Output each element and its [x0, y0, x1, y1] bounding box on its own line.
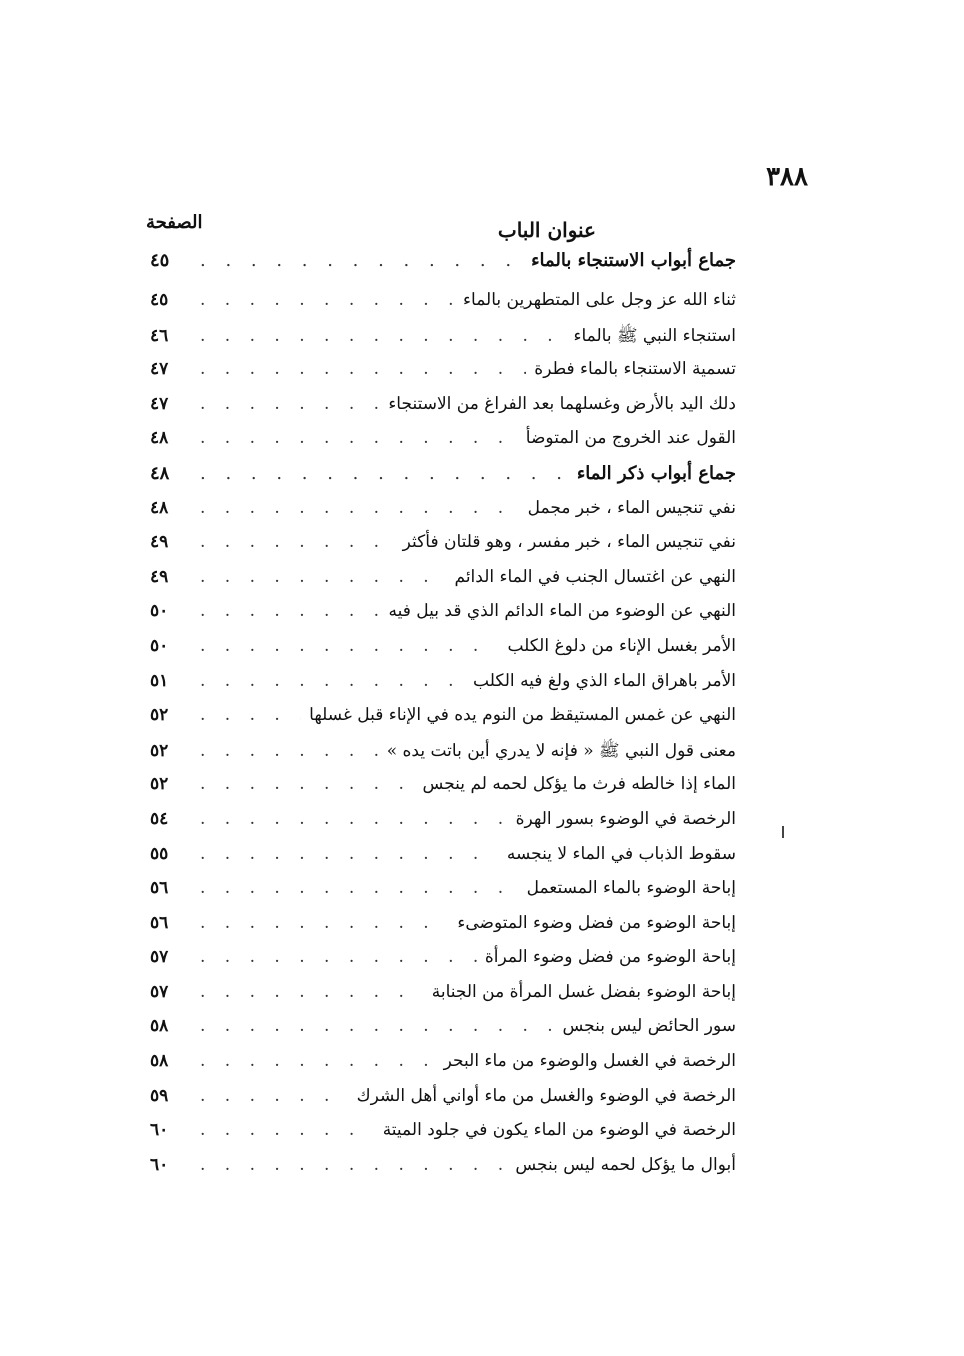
- toc-entry-row: [150, 601, 736, 636]
- toc-header: [146, 212, 736, 248]
- toc-entry-page: ٥٧: [150, 947, 169, 968]
- toc-entry-page: ٥٧: [150, 981, 169, 1002]
- toc-entry-row: [150, 982, 736, 1017]
- toc-entry-page: ٦٠: [150, 1120, 169, 1141]
- toc-entry-row: [150, 636, 736, 671]
- toc-entry-page: ٥٥: [150, 843, 169, 864]
- toc-entry-page: ٥٢: [150, 740, 169, 761]
- toc-entry-title: الرخصة في الوضوء والغسل من ماء أواني أهل الشرك: [356, 1085, 736, 1106]
- toc-entry-row: [150, 394, 736, 429]
- dot-leader: [200, 774, 415, 794]
- chapter-column-heading: عنوان الباب: [497, 218, 596, 242]
- dot-leader: [200, 1155, 507, 1175]
- dot-leader: [200, 1120, 375, 1140]
- toc-entry-title: سور الحائض ليس بنجس: [562, 1016, 736, 1037]
- dot-leader: [200, 947, 477, 967]
- toc-entry-title: الرخصة في الوضوء بسور الهرة: [515, 808, 736, 829]
- toc-entry-row: [150, 705, 736, 740]
- toc-entry-title: النهي عن غمس المستيقظ من النوم يده في الإناء قبل غسلها: [309, 705, 736, 726]
- toc-entry-title: القول عند الخروج من المتوضأ: [525, 428, 736, 449]
- toc-entry-page: ٤٦: [150, 325, 169, 346]
- toc-entry-page: ٥٨: [150, 1051, 169, 1072]
- toc-entry-title: الأمر بغسل الإناء من دلوغ الكلب: [507, 635, 736, 656]
- toc-entry-page: ٤٩: [150, 532, 169, 553]
- toc-section-row: [150, 463, 736, 498]
- dot-leader: [200, 878, 519, 898]
- toc-entry-page: ٤٥: [150, 290, 169, 310]
- dot-leader: [200, 1086, 349, 1106]
- toc-entry-page: ٦٠: [150, 1154, 169, 1175]
- toc-entry-title: دلك اليد بالأرض وغسلهما بعد الفراغ من الاستنجاء: [388, 393, 736, 414]
- table-of-contents: [150, 250, 736, 1189]
- toc-entry-row: [150, 1086, 736, 1121]
- dot-leader: [200, 741, 379, 761]
- toc-entry-page: ٥٢: [150, 774, 169, 795]
- dot-leader: [200, 532, 395, 552]
- dot-leader: [200, 567, 447, 587]
- toc-entry-title: الرخصة في الوضوء من الماء يكون في جلود الميتة: [382, 1120, 736, 1141]
- toc-entry-title: جماع أبواب ذكر الماء: [576, 462, 736, 484]
- dot-leader: [200, 326, 565, 346]
- toc-entry-page: ٥١: [150, 670, 169, 691]
- dot-leader: [200, 290, 455, 310]
- toc-entry-title: الأمر باهراق الماء الذي ولغ فيه الكلب: [473, 670, 736, 691]
- toc-entry-row: [150, 325, 736, 360]
- toc-entry-title: نفي تنجيس الماء ، خبر مجمل: [527, 497, 736, 518]
- toc-entry-title: أبوال ما يؤكل لحمه ليس بنجس: [515, 1154, 736, 1175]
- toc-entry-row: [150, 359, 736, 394]
- dot-leader: [200, 359, 526, 379]
- toc-entry-title: النهي عن الوضوء من الماء الدائم الذي قد بيل فيه: [388, 601, 736, 622]
- toc-entry-row: [150, 774, 736, 809]
- dot-leader: [200, 1051, 436, 1071]
- toc-entry-title: معنى قول النبي ﷺ « فإنه لا يدري أين باتت يده »: [386, 740, 736, 761]
- toc-entry-page: ٥٠: [150, 635, 169, 656]
- toc-entry-page: ٥٩: [150, 1085, 169, 1106]
- dot-leader: [200, 636, 499, 656]
- dot-leader: [200, 250, 523, 271]
- toc-entry-row: [150, 290, 736, 325]
- toc-entry-row: [150, 844, 736, 879]
- toc-entry-title: تسمية الاستنجاء بالماء فطرة: [534, 359, 736, 380]
- toc-entry-title: إباحة الوضوء بفضل غسل المرأة من الجنابة: [431, 981, 736, 1002]
- dot-leader: [200, 498, 520, 518]
- page-number: ٣٨٨: [766, 162, 808, 192]
- dot-leader: [200, 982, 424, 1002]
- dot-leader: [200, 601, 381, 621]
- toc-entry-page: ٥٦: [150, 912, 169, 933]
- page-column-heading: الصفحة: [146, 212, 203, 233]
- dot-leader: [200, 671, 465, 691]
- dot-leader: [200, 913, 449, 933]
- dot-leader: [200, 428, 518, 448]
- toc-entry-row: [150, 878, 736, 913]
- toc-entry-row: [150, 1051, 736, 1086]
- toc-entry-page: ٥٢: [150, 705, 169, 726]
- toc-entry-page: ٤٩: [150, 566, 169, 587]
- toc-entry-row: [150, 740, 736, 775]
- dot-leader: [200, 844, 499, 864]
- toc-entry-page: ٤٥: [150, 250, 170, 271]
- dot-leader: [200, 705, 301, 725]
- toc-entry-title: إباحة الوضوء من فضل وضوء المتوضىء: [457, 912, 736, 933]
- toc-entry-title: إباحة الوضوء بالماء المستعمل: [526, 878, 736, 899]
- toc-entry-row: [150, 1120, 736, 1155]
- toc-entry-title: الرخصة في الغسل والوضوء من ماء البحر: [443, 1051, 736, 1072]
- toc-entry-page: ٥٦: [150, 878, 169, 899]
- toc-entry-page: ٤٨: [150, 462, 170, 484]
- dot-leader: [200, 1016, 554, 1036]
- toc-entry-page: ٥٤: [150, 808, 169, 829]
- toc-entry-title: إباحة الوضوء من فضل وضوء المرأة: [484, 947, 736, 968]
- dot-leader: [200, 463, 569, 484]
- toc-entry-page: ٤٧: [150, 393, 169, 414]
- dot-leader: [200, 394, 380, 414]
- margin-mark: [782, 826, 784, 838]
- toc-entry-title: النهي عن اغتسال الجنب في الماء الدائم: [454, 566, 736, 587]
- toc-entry-page: ٥٠: [150, 601, 169, 622]
- toc-entry-page: ٤٨: [150, 428, 169, 449]
- toc-entry-row: [150, 809, 736, 844]
- toc-entry-page: ٤٧: [150, 359, 169, 380]
- toc-entry-title: نفي تنجيس الماء ، خبر مفسر ، وهو قلتان فأكثر: [402, 532, 736, 553]
- toc-entry-row: [150, 1016, 736, 1051]
- toc-entry-row: [150, 428, 736, 463]
- toc-entry-title: الماء إذا خالطه فرث ما يؤكل لحمه لم ينجس: [422, 774, 736, 795]
- toc-entry-row: [150, 671, 736, 706]
- toc-entry-page: ٤٨: [150, 497, 169, 518]
- toc-entry-title: استنجاء النبي ﷺ بالماء: [573, 325, 736, 346]
- toc-entry-title: جماع أبواب الاستنجاء بالماء: [531, 250, 736, 271]
- toc-entry-row: [150, 498, 736, 533]
- toc-section-row: [150, 250, 736, 290]
- dot-leader: [200, 809, 508, 829]
- toc-entry-title: ثناء الله عز وجل على المتطهرين بالماء: [463, 290, 736, 310]
- toc-entry-row: [150, 913, 736, 948]
- toc-entry-row: [150, 947, 736, 982]
- toc-entry-page: ٥٨: [150, 1016, 169, 1037]
- toc-entry-row: [150, 532, 736, 567]
- toc-entry-title: سقوط الذباب في الماء لا ينجسه: [506, 843, 736, 864]
- toc-entry-row: [150, 567, 736, 602]
- toc-entry-row: [150, 1155, 736, 1190]
